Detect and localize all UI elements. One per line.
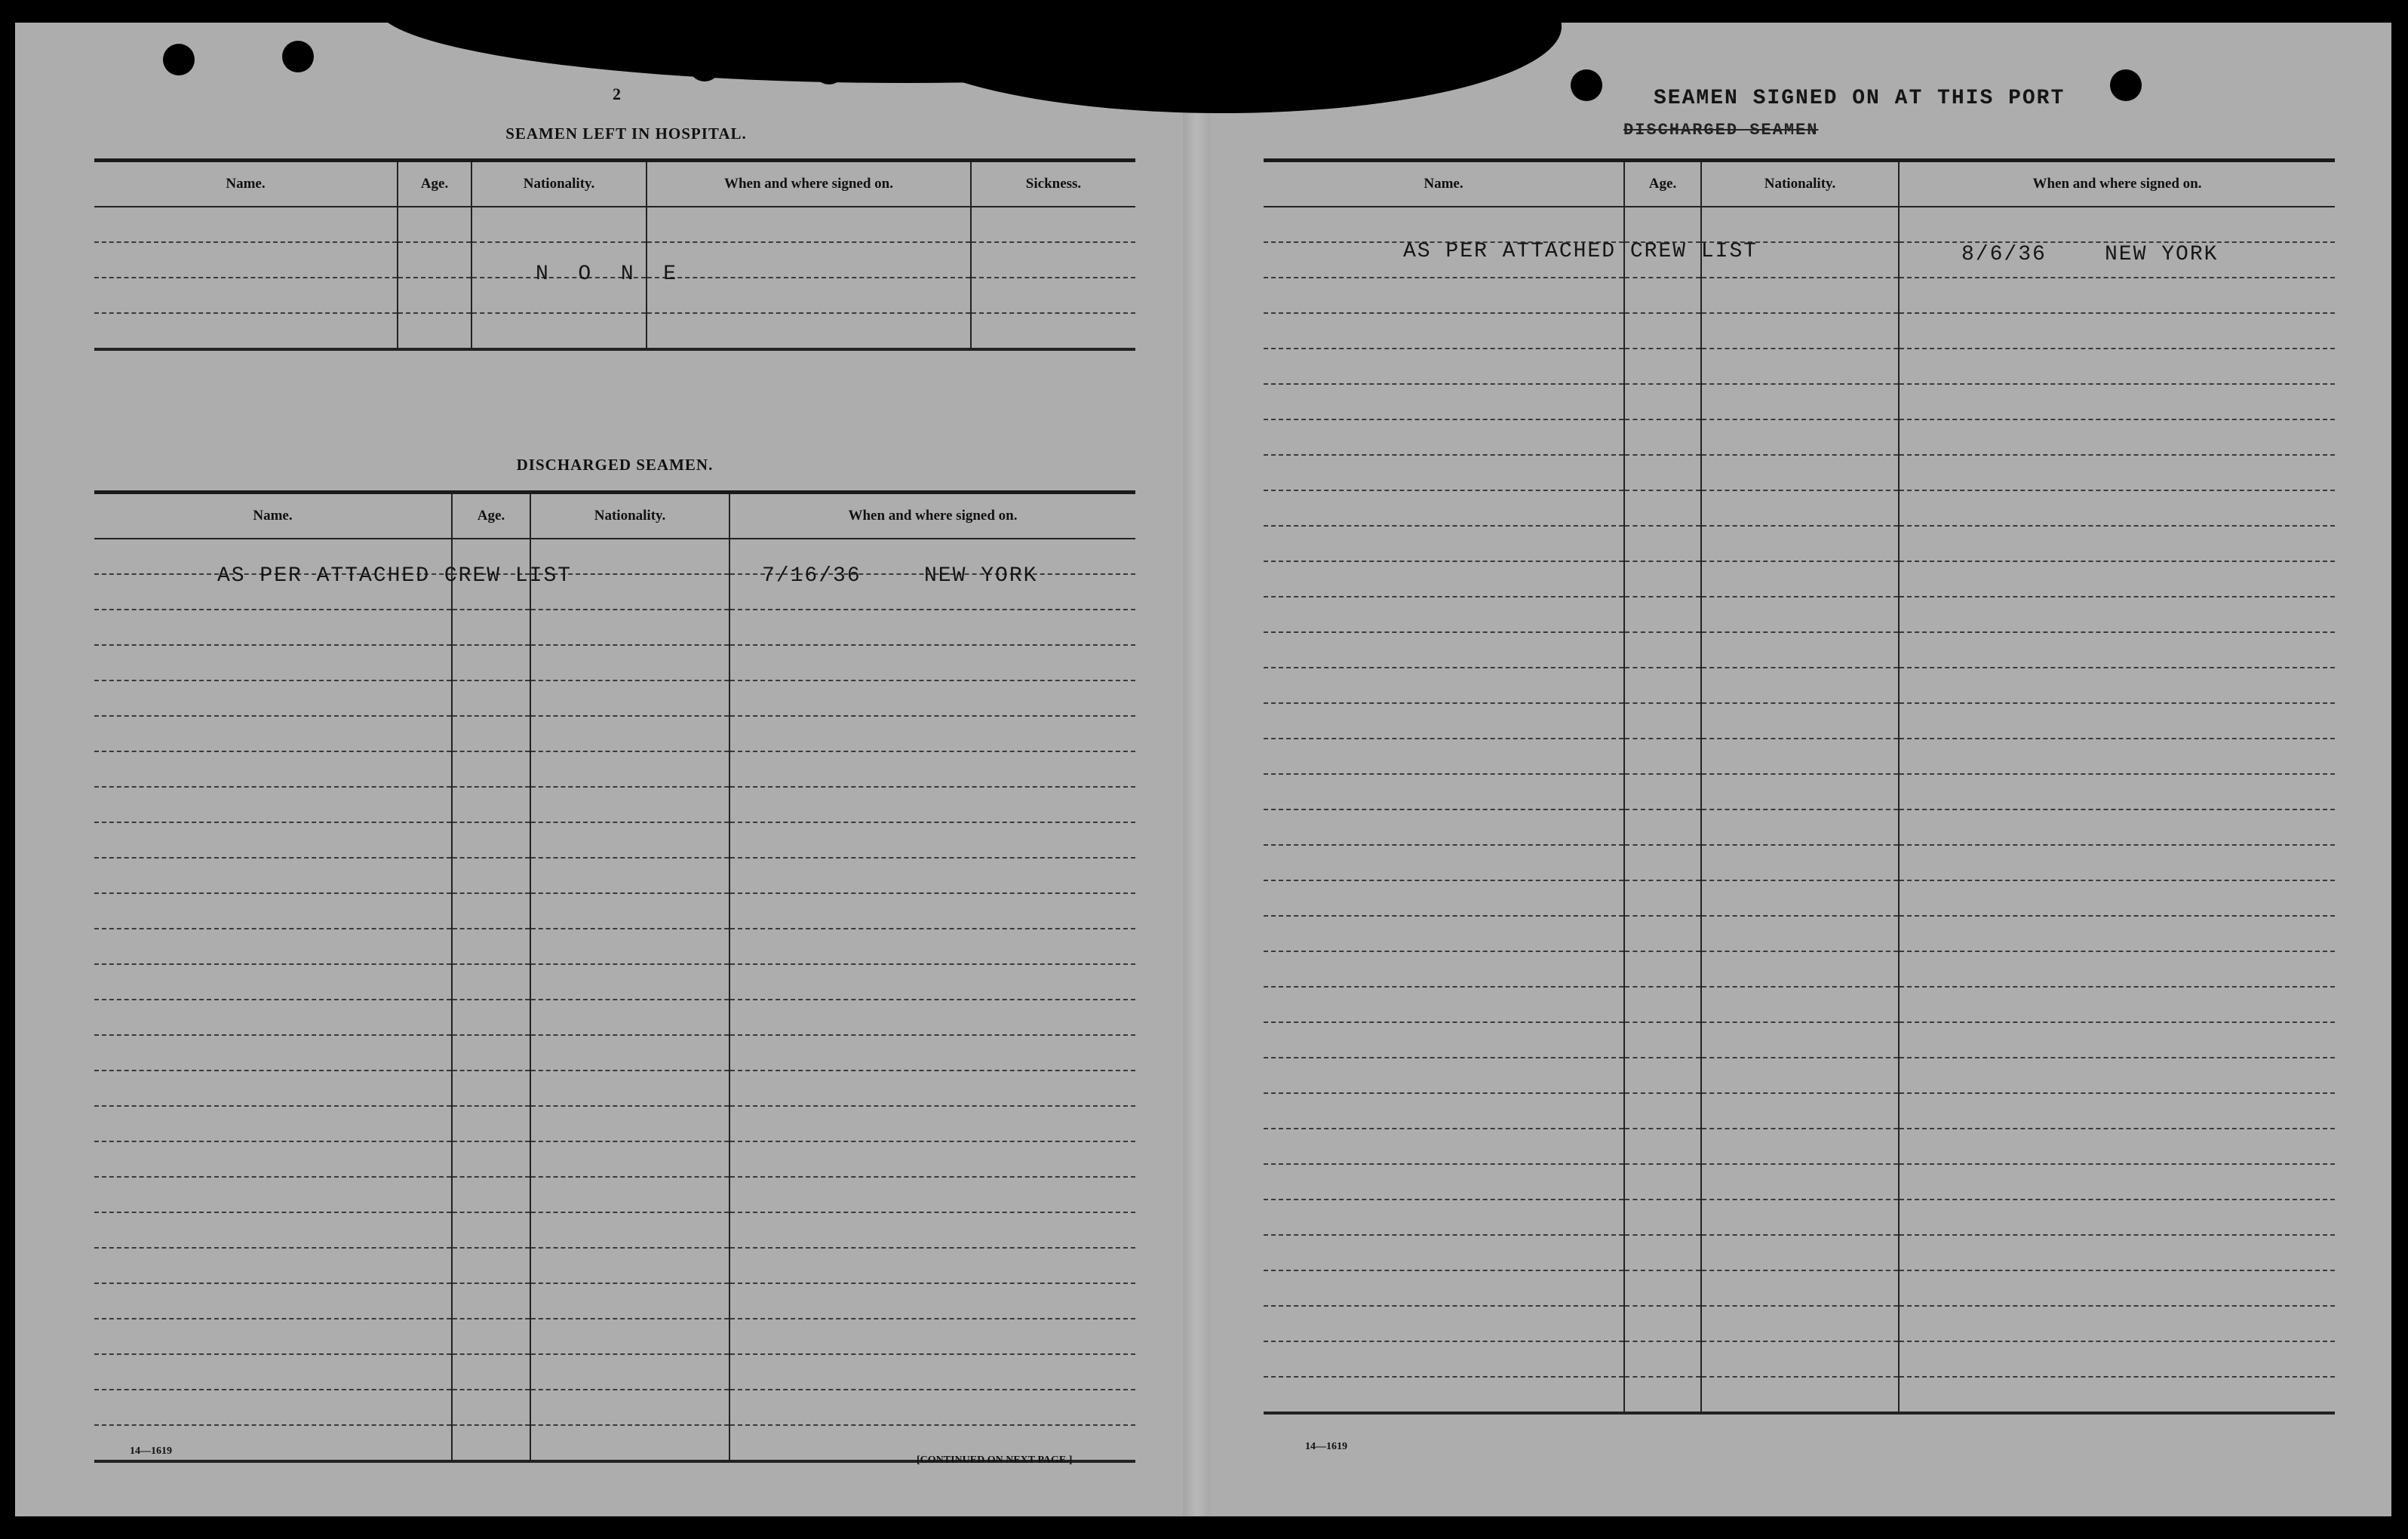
discharged-col-age: Age. <box>452 493 530 539</box>
table-row <box>1264 632 2335 668</box>
table-row <box>1264 1093 2335 1129</box>
table-row <box>1264 278 2335 313</box>
table-row <box>94 751 1135 787</box>
table-row <box>1264 313 2335 349</box>
table-row <box>1264 880 2335 916</box>
discharged-entry-name: AS PER ATTACHED CREW LIST <box>217 564 573 588</box>
left-page <box>15 23 1184 1516</box>
table-row <box>94 645 1135 680</box>
hospital-col-signed-on: When and where signed on. <box>647 161 971 207</box>
form-number: 14—1619 <box>130 1445 172 1457</box>
discharged-table <box>94 490 1135 1463</box>
table-row <box>1264 207 2335 242</box>
table-row <box>1264 561 2335 597</box>
table-row <box>1264 1022 2335 1058</box>
punch-hole <box>2110 69 2142 101</box>
hospital-col-sickness: Sickness. <box>971 161 1135 207</box>
table-row <box>94 207 1135 242</box>
form-number-right: 14—1619 <box>1305 1441 1347 1452</box>
table-row <box>1264 490 2335 526</box>
table-row <box>94 1212 1135 1248</box>
table-row <box>1264 1341 2335 1377</box>
table-row <box>1264 951 2335 987</box>
table-row <box>1264 1164 2335 1200</box>
table-row <box>1264 845 2335 880</box>
page-number: 2 <box>613 84 621 103</box>
right-page <box>1207 23 2391 1516</box>
section-title: SEAMEN SIGNED ON AT THIS PORT <box>1654 87 2066 110</box>
signed-col-nationality: Nationality. <box>1701 161 1899 207</box>
table-row <box>94 1354 1135 1390</box>
hospital-col-name: Name. <box>94 161 398 207</box>
discharged-entry-place: NEW YORK <box>924 564 1038 588</box>
table-row <box>1264 1270 2335 1306</box>
table-row <box>1264 1058 2335 1093</box>
table-row <box>1264 703 2335 739</box>
document-sheet <box>15 23 2391 1516</box>
table-row <box>1264 739 2335 774</box>
table-row <box>1264 1235 2335 1270</box>
table-row <box>94 787 1135 822</box>
table-row <box>1264 668 2335 703</box>
table-row <box>94 1106 1135 1141</box>
table-row <box>1264 809 2335 845</box>
signed-col-age: Age. <box>1624 161 1701 207</box>
table-row <box>1264 597 2335 632</box>
table-row <box>1264 455 2335 490</box>
table-row <box>1264 384 2335 419</box>
table-row <box>94 1000 1135 1035</box>
table-row <box>1264 419 2335 455</box>
hospital-col-age: Age. <box>398 161 471 207</box>
table-row <box>1264 349 2335 384</box>
table-row <box>1264 774 2335 809</box>
table-row <box>94 1035 1135 1071</box>
table-row <box>94 1283 1135 1319</box>
table-row <box>1264 987 2335 1022</box>
signed-on-table <box>1264 158 2335 1415</box>
table-row <box>1264 1306 2335 1341</box>
table-row <box>94 1071 1135 1106</box>
hospital-col-nationality: Nationality. <box>471 161 647 207</box>
signed-entry-name: AS PER ATTACHED CREW LIST <box>1403 240 1758 263</box>
punch-hole <box>163 44 195 75</box>
continued-note: [CONTINUED ON NEXT PAGE.] <box>917 1455 1073 1466</box>
table-row <box>94 964 1135 1000</box>
discharged-col-name: Name. <box>94 493 452 539</box>
table-row <box>94 1390 1135 1425</box>
table-row <box>94 1248 1135 1283</box>
table-row <box>94 822 1135 858</box>
table-row <box>94 858 1135 893</box>
signed-col-name: Name. <box>1264 161 1624 207</box>
table-row <box>94 929 1135 964</box>
hospital-none-entry: N O N E <box>536 263 678 286</box>
signed-entry-place: NEW YORK <box>2105 243 2219 266</box>
punch-hole <box>813 53 845 84</box>
signed-col-signed-on: When and where signed on. <box>1899 161 2335 207</box>
page-fold <box>1183 23 1210 1516</box>
discharged-entry-date: 7/16/36 <box>762 564 862 588</box>
table-row <box>1264 526 2335 561</box>
table-row <box>1264 1200 2335 1235</box>
struck-title: DISCHARGED SEAMEN <box>1623 121 1819 140</box>
punch-hole <box>689 50 720 81</box>
table-row <box>1264 916 2335 951</box>
hospital-table <box>94 158 1135 351</box>
signed-entry-date: 8/6/36 <box>1961 243 2047 266</box>
table-row <box>94 680 1135 716</box>
table-row <box>94 1319 1135 1354</box>
punch-hole <box>1571 69 1602 101</box>
table-row <box>94 1141 1135 1177</box>
table-row <box>1264 1377 2335 1413</box>
table-row <box>94 313 1135 349</box>
table-row <box>94 610 1135 645</box>
punch-hole <box>282 41 314 72</box>
discharged-section-title: DISCHARGED SEAMEN. <box>516 456 714 474</box>
table-row <box>94 1177 1135 1212</box>
discharged-col-nationality: Nationality. <box>530 493 729 539</box>
discharged-col-signed-on: When and where signed on. <box>729 493 1135 539</box>
hospital-section-title: SEAMEN LEFT IN HOSPITAL. <box>505 124 747 143</box>
table-row <box>1264 1129 2335 1164</box>
table-row <box>94 893 1135 929</box>
table-row <box>94 716 1135 751</box>
